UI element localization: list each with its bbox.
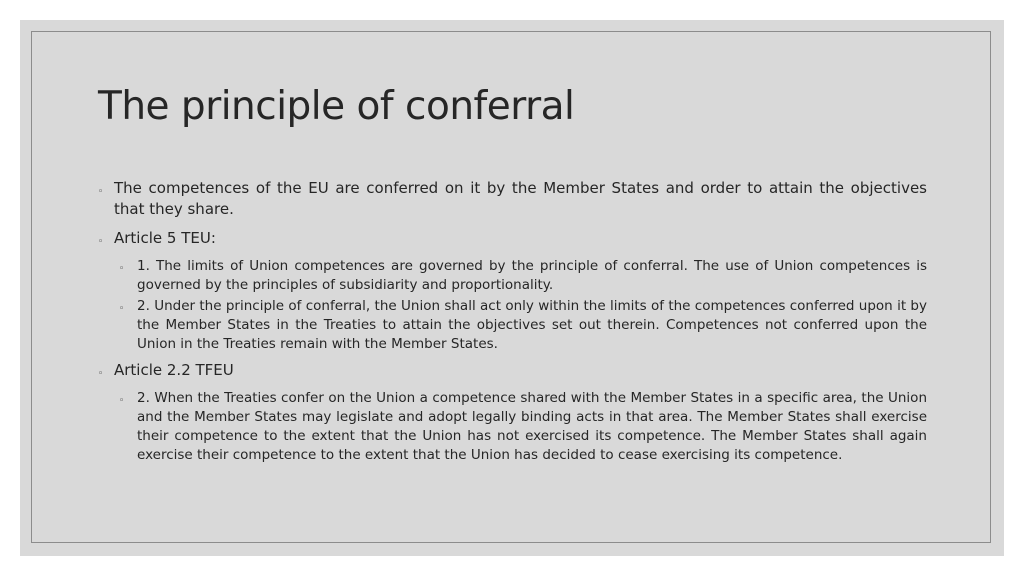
slide-body	[95, 178, 927, 467]
bullet-icon: ◦	[98, 369, 104, 379]
bullet-item-competences	[95, 178, 927, 220]
bullet-icon: ◦	[98, 187, 104, 197]
slide	[20, 20, 1004, 556]
slide-title: The principle of conferral	[98, 84, 575, 129]
sub-bullet-icon: ◦	[119, 396, 125, 406]
sub-bullet-item	[95, 389, 927, 465]
sub-bullet-icon: ◦	[119, 304, 125, 314]
sub-bullet-text: 1. The limits of Union competences are governed by the principle of conferral. The use of Union competences is governed by the principles of subsidiarity and proportionality.	[137, 258, 927, 293]
bullet-text: Article 5 TEU:	[114, 229, 216, 247]
sub-bullet-icon: ◦	[119, 264, 125, 274]
bullet-text: The competences of the EU are conferred on it by the Member States and order to attain the objectives that they share.	[114, 179, 927, 218]
sub-bullet-item	[95, 297, 927, 354]
sub-bullet-text: 2. When the Treaties confer on the Union a competence shared with the Member States in a specific area, the Union and the Member States may legislate and adopt legally binding acts in that area. The Member States shall exercise their competence to the extent that the Union has not exercised its competence. The Member States shall again exercise their competence to the extent that the Union has decided to cease exercising its competence.	[137, 390, 927, 463]
bullet-text: Article 2.2 TFEU	[114, 361, 234, 379]
bullet-item-article-2-2-tfeu	[95, 360, 927, 381]
bullet-icon: ◦	[98, 237, 104, 247]
sub-bullet-text: 2. Under the principle of conferral, the Union shall act only within the limits of the competences conferred upon it by the Member States in the Treaties to attain the objectives set out therein. Competences not conferred upon the Union in the Treaties remain with the Member States.	[137, 298, 927, 352]
sub-bullet-item	[95, 257, 927, 295]
bullet-item-article-5-teu	[95, 228, 927, 249]
